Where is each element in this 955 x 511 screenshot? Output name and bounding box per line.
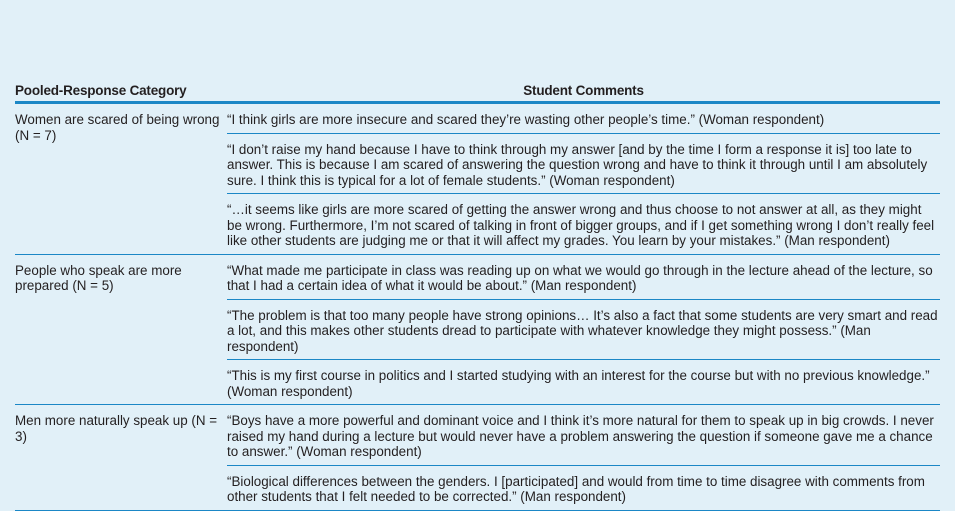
comments-table	[15, 80, 940, 511]
table-row	[15, 104, 940, 255]
comment: “I don’t raise my hand because I have to think through my answer [and by the time I form a response it is] too late to answer. This is because I am scared of answering the question wrong and have to think it through until I am absolutely sure. I think this is typical for a lot of female students.” (Woman respondent)	[227, 133, 940, 194]
comments-cell	[227, 104, 940, 254]
table-row	[15, 255, 940, 406]
comment: “Boys have a more powerful and dominant voice and I think it’s more natural for them to speak up in big crowds. I never raised my hand during a lecture but would never have a problem answering the question if someone gave me a chance to answer.” (Woman respondent)	[227, 413, 934, 459]
category-cell: People who speak are more prepared (N = 5)	[15, 262, 182, 293]
category-column-header: Pooled-Response Category	[15, 83, 187, 98]
comment: “I think girls are more insecure and scared they’re wasting other people’s time.” (Woman respondent)	[227, 112, 825, 127]
table-header	[15, 80, 940, 104]
comments-cell	[227, 405, 940, 510]
category-cell: Men more naturally speak up (N = 3)	[15, 413, 218, 444]
comment: “This is my first course in politics and I started studying with an interest for the course but with no previous knowledge.” (Woman respondent)	[227, 359, 940, 404]
comment: “What made me participate in class was reading up on what we would go through in the lecture ahead of the lecture, so that I had a certain idea of what it would be about.” (Man respondent)	[227, 262, 933, 293]
comment: “…it seems like girls are more scared of getting the answer wrong and thus choose to not answer at all, as they might be wrong. Furthermore, I’m not scared of talking in front of bigger groups, and if I get something wrong I don’t really feel like other students are judging me or that it will affect my grades. You learn by your mistakes.” (Man respondent)	[227, 193, 940, 254]
category-cell: Women are scared of being wrong (N = 7)	[15, 112, 220, 143]
comment: “Biological differences between the genders. I [participated] and would from time to time disagree with comments from other students that I felt needed to be corrected.” (Man respondent)	[227, 465, 940, 510]
comment: “The problem is that too many people have strong opinions… It’s also a fact that some students are very smart and read a lot, and this makes other students dread to participate with whatever knowledge they might possess.” (Man respondent)	[227, 299, 940, 360]
comments-column-header: Student Comments	[523, 83, 644, 98]
table-row	[15, 405, 940, 511]
comments-cell	[227, 255, 940, 405]
